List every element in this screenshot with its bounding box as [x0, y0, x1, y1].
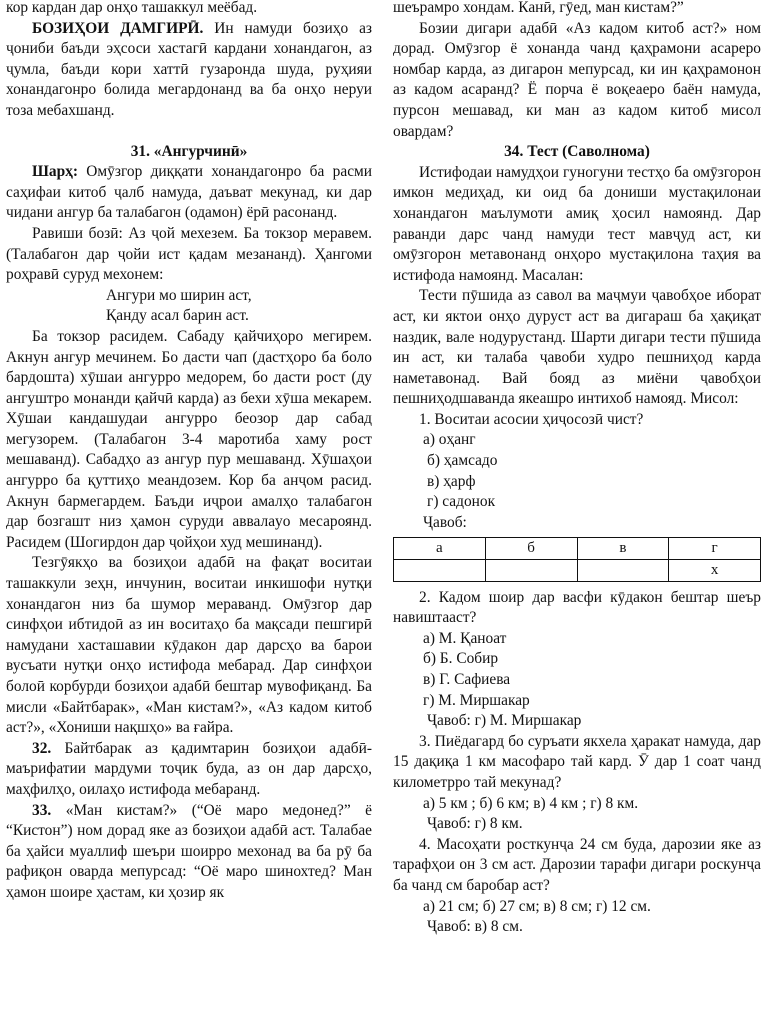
paragraph-text: Ин намуди бозиҳо аз ҷониби баъди эҳсоси хастагӣ кардани хонандагон, аз ҷумла, баъди кори хаттӣ гузаронда шуда, руҳияи хонандагонро болида мегардонанд ва ба онҳо неруи тоза мебахшанд.	[6, 19, 372, 119]
table-cell	[577, 560, 669, 582]
question-1: 1. Воситаи асосии ҳиҷосозӣ чист?	[419, 410, 644, 428]
paragraph: Равиши бозӣ: Аз ҷой мехезем. Ба токзор меравем. (Талабагон дар ҷойи ист қадам мезананд). Ҳангоми роҳравӣ суруд мехонем:	[6, 224, 372, 284]
verse-line: Ангури мо ширин аст,	[106, 286, 252, 304]
answer: Ҷавоб: г) М. Миршакар	[427, 712, 582, 730]
paragraph: кор кардан дар онҳо ташаккул меёбад.	[6, 0, 258, 16]
answer-table	[393, 537, 761, 581]
paragraph: Ба токзор расидем. Сабаду қайчиҳоро мегирем. Акнун ангур мечинем. Бо дасти чап (дастҳоро ба боло бардошта) хӯшаи ангурро медорем, бо дасти рост (ду ангуштро монанди қайчӣ карда) аз бехи хӯша мекарем. Хӯшаи кандашудаи ангурро беозор дар сабад мегузорем. (Талабагон 3-4 маротиба хаму рост мешаванд). Сабадҳо аз ангур пур мешаванд. Хӯшаҳои ангурро ба қуттиҳо меандозем. Кор ба анҷом расид. Акнун бармегардем. Баъди иҷрои амалҳо талабагон дар бозгашт низ ҳамон суруди аввалаyo месароянд. Расидем (Шогирдон дар ҷойҳои худ мешинанд).	[6, 327, 372, 551]
item-number: 32.	[32, 739, 52, 757]
paragraph: Тезгӯякҳо ва бозиҳои адабӣ на фақат воситаи ташаккули зеҳн, инчунин, воситаи инкишофи нутқи хонандагон низ ба шумор мераванд. Омӯзгор дар синфҳои ибтидоӣ аз ин воситаҳо ба мақсади пешгирӣ намудани хасташавии кӯдакон дар дарсҳо ва барои вусъати нутқи онҳо истифода мебарад. Дар синфҳои болоӣ корбурди бозиҳои адабӣ бештар мувофиқанд. Ба мисли «Байтбарак», «Ман кистам?», «Аз кадом китоб аст?», «Хониши нақшҳо» ва ғайра.	[6, 554, 372, 737]
option: г) садонок	[427, 493, 496, 511]
table-header-cell: а	[394, 538, 486, 560]
table-cell	[485, 560, 577, 582]
answer: Ҷавоб: в) 8 см.	[427, 918, 523, 936]
answer-label: Ҷавоб:	[423, 513, 467, 531]
table-row	[394, 560, 761, 582]
question-4: 4. Масоҳати росткунҷа 24 см буда, дарозии яке аз тарафҳои он 3 см аст. Дарозии тарафи дигари роскунҷа ба чанд см баробар аст?	[393, 835, 761, 894]
paragraph-text: Байтбарак аз қадимтарин бозиҳои адабӣ-маърифатии мардуми тоҷик буда, аз он дар дарсҳо, маҳфилҳо, оилаҳо истифода мебаранд.	[6, 739, 372, 798]
options-line: а) 21 см; б) 27 см; в) 8 см; г) 12 см.	[423, 897, 651, 915]
paragraph: шеърамро хондам. Канӣ, гӯед, ман кистам?”	[393, 0, 684, 16]
table-row	[394, 538, 761, 560]
table-cell	[394, 560, 486, 582]
paragraph-breathing-games	[6, 19, 372, 122]
answer: Ҷавоб: г) 8 км.	[427, 815, 523, 833]
option: б) Б. Собир	[423, 650, 499, 668]
option: в) Г. Сафиева	[423, 671, 511, 688]
question-2: 2. Кадом шоир дар васфи кӯдакон бештар шеър навиштааст?	[393, 588, 761, 627]
paragraph: Тести пӯшида аз савол ва маҷмуи ҷавобҳое иборат аст, ки яктои онҳо дуруст аст ва дигараш ба ҳақиқат наздик, вале нодурустанд. Шарти дигари тести пӯшида ин аст, ки талаба ҷавоби худро пешниҳод карда наметавонад. Вай бояд аз миёни ҷавобҳои пешниҳодшаванда якеашро интихоб намояд. Мисол:	[393, 287, 761, 408]
term-heading: БОЗИҲОИ ДАМГИРӢ.	[32, 19, 204, 37]
option: а) оҳанг	[423, 431, 476, 449]
right-column	[393, 0, 761, 938]
options-line: а) 5 км ; б) 6 км; в) 4 км ; г) 8 км.	[423, 794, 639, 812]
paragraph-33	[6, 801, 372, 904]
option: г) М. Миршакар	[423, 691, 530, 709]
option: б) ҳамсадо	[427, 452, 498, 470]
item-number: 33.	[32, 801, 52, 819]
table-header-cell: в	[577, 538, 669, 560]
paragraph: Истифодаи намудҳои гуногуни тестҳо ба омӯзгорон имкон медиҳад, ки оид ба дониши мустақилонаи хонандагон маълумоти амиқ ҳосил намоянд. Дар раванди дарс чанд намуди тест мавҷуд аст, ки омӯзгорон метавонанд онҳоро мустақилона таҳия ва истифода намоянд. Масалан:	[393, 163, 761, 284]
paragraph-explanation	[6, 162, 372, 224]
section-heading-34: 34. Тест (Саволнома)	[504, 143, 650, 161]
paragraph-32	[6, 739, 372, 801]
verse-line: Қанду асал барин аст.	[106, 307, 249, 325]
section-heading-31: 31. «Ангурчинӣ»	[130, 142, 248, 160]
paragraph: Бозии дигари адабӣ «Аз кадом китоб аст?» ном дорад. Омӯзгор ё хонанда чанд қаҳрамони асареро номбар карда, аз дигарон мепурсад, ки ин қаҳрамонон аз кадом асаранд? Ё порча ё воқеаеро баён намуда, пурсон мешавад, ки ман аз кадом китоб мисол овардам?	[393, 19, 761, 140]
term-heading: Шарҳ:	[32, 163, 78, 181]
paragraph-text: Омӯзгор диққати хонандагонро ба расми саҳифаи китоб ҷалб намуда, даъват мекунад, ки дар чидани ангур ба талабагон (одамон) ёрӣ расонанд.	[6, 163, 372, 222]
option: в) ҳарф	[427, 472, 476, 490]
table-header-cell: г	[669, 538, 761, 560]
left-column	[6, 0, 372, 904]
question-3: 3. Пиёдагард бо суръати якхела ҳаракат намуда, дар 15 дақиқа 1 км масофаро тай кард. Ӯ дар 1 соат чанд километрро тай мекунад?	[393, 732, 761, 791]
table-header-cell: б	[485, 538, 577, 560]
option: а) М. Қаноат	[423, 629, 507, 647]
paragraph-text: «Ман кистам?» (“Оё маро медонед?” ё “Кистон”) ном дорад яке аз бозиҳои адабӣ аст. Талабае ба ҳайси муаллиф шеъри шоирро мехонад ва ба рӯ ба рафиқон оварда мепурсад: “Оё маро шинохтед? Ман ҳамон шоире ҳастам, ки ҳозир як	[6, 801, 372, 901]
table-cell: х	[669, 560, 761, 582]
